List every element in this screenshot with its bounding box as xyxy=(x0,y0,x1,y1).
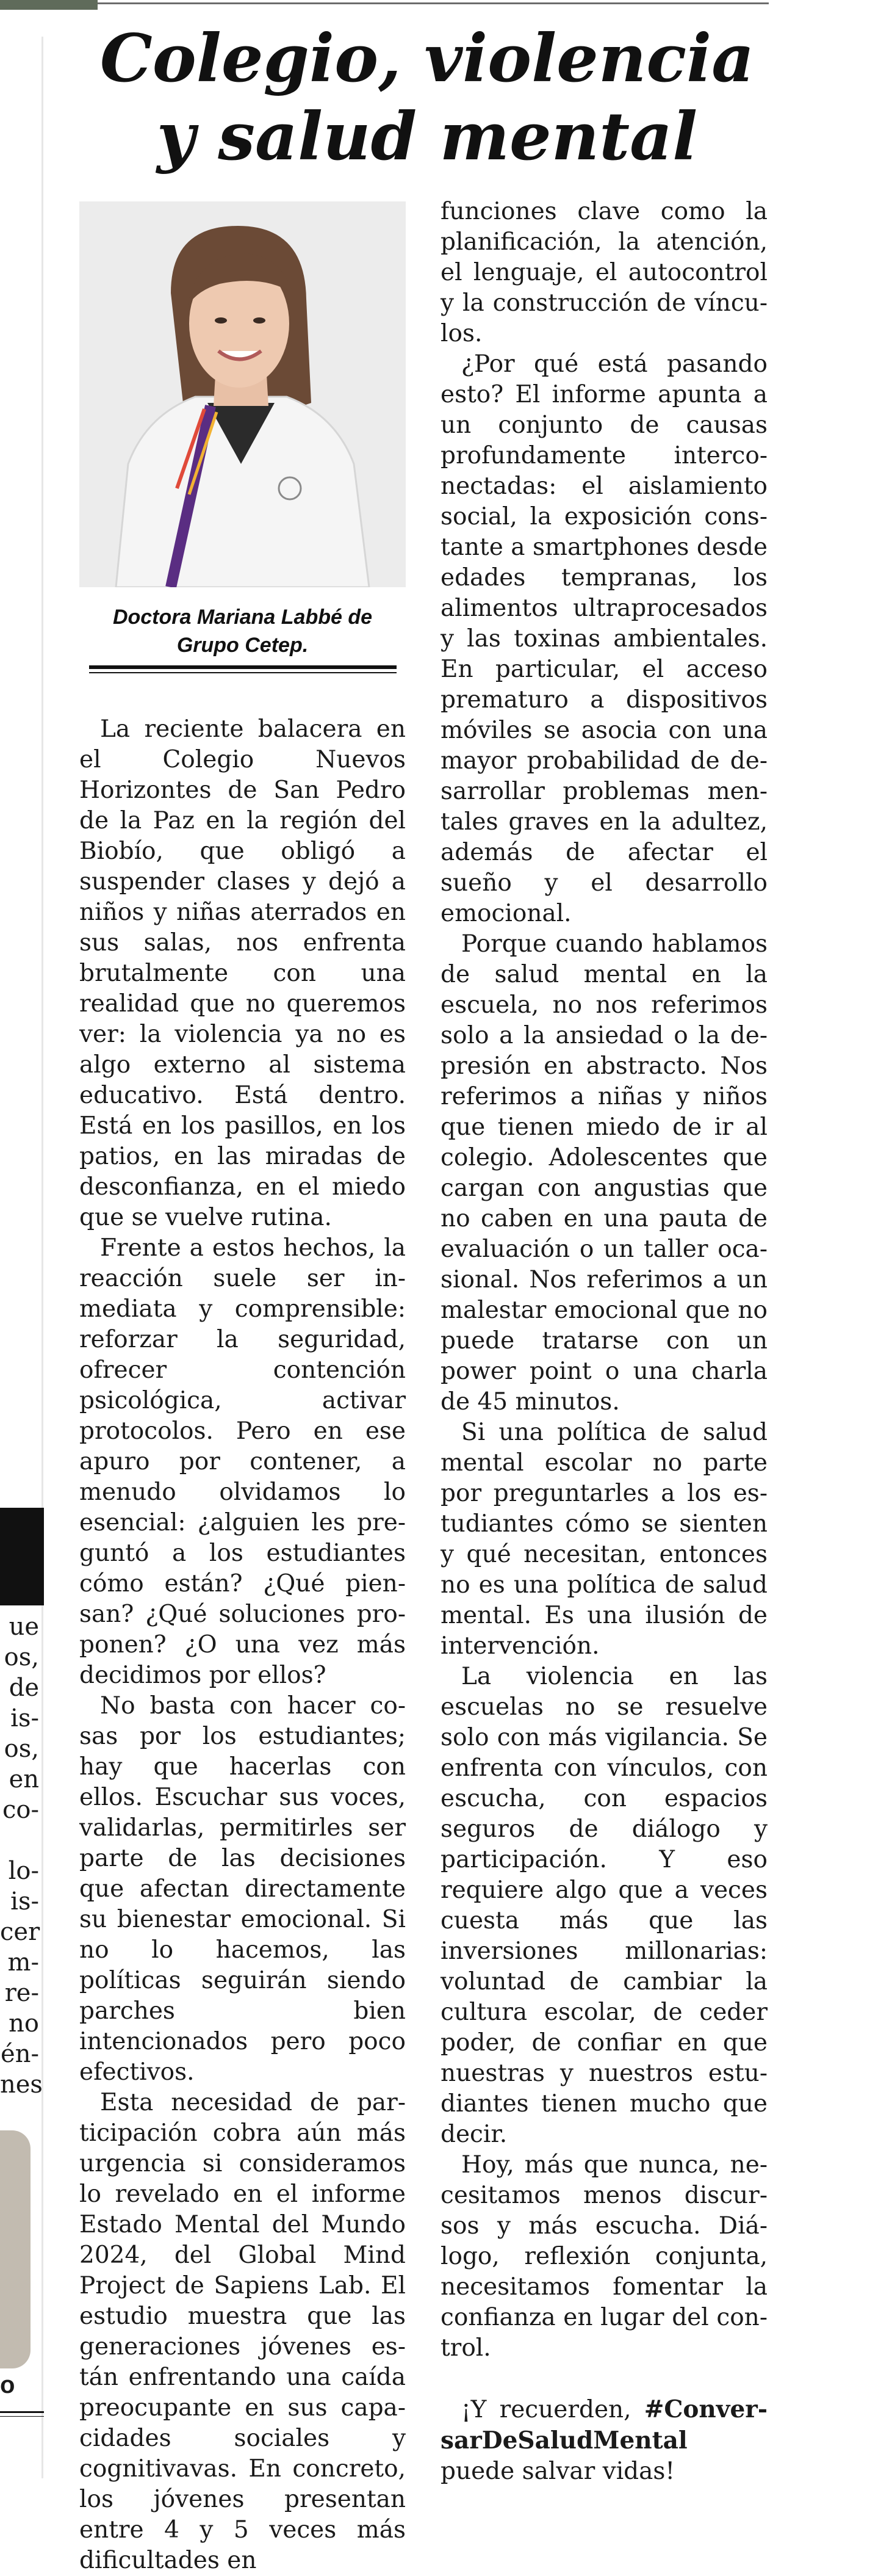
title-line-2: y salud mental xyxy=(156,98,698,175)
fragment-line: en xyxy=(9,1765,39,1793)
closing-prefix: ¡Y recuerden, xyxy=(461,2396,644,2423)
neighbour-black-box xyxy=(0,1508,44,1605)
closing-hashtag: #ConversarDeSaludMental xyxy=(441,2395,768,2455)
neighbour-fragment-letter: o xyxy=(0,2372,15,2398)
paragraph: Frente a estos hechos, la reacción suele ser inmediata y comprensible: reforzar la seguridad, ofrecer contención psicológica, activar protocolos. Pero en ese apuro por contener, a menudo olvidamos lo esencial: ¿alguien les preguntó a los estudiantes cómo están? ¿Qué piensan? ¿Qué soluciones proponen? ¿O una vez más decidimos por ellos? xyxy=(79,1234,406,1689)
paragraph: No basta con hacer cosas por los estudiantes; hay que hacerlas con ellos. Escuchar sus voces, validarlas, permitirles ser parte de las decisiones que afectan directamente su bienestar emocional. Si no lo hacemos, las políticas seguirán siendo parches bien intencionados pero poco efectivos. xyxy=(79,1692,406,2086)
fragment-line: én- xyxy=(1,2040,39,2068)
paragraph: Hoy, más que nunca, necesitamos menos discursos y más escucha. Diálogo, reflexión conjunta, necesitamos fomentar la confianza en lugar del control. xyxy=(441,2151,768,2362)
fragment-line: m- xyxy=(7,1948,39,1977)
caption-rule-thin xyxy=(89,672,397,673)
neighbour-rule-thin xyxy=(0,2416,44,2417)
left-edge-color-bar xyxy=(0,0,98,10)
article-column-right xyxy=(441,197,768,2487)
fragment-line: is- xyxy=(10,1887,39,1916)
fragment-line: is- xyxy=(10,1704,39,1732)
paragraph: Si una política de salud mental escolar no parte por preguntarles a los estudiantes cómo se sienten y qué necesitan, entonces no es una política de salud mental. Es una ilusión de intervención. xyxy=(441,1419,768,1660)
caption-rule xyxy=(89,665,397,669)
top-rule xyxy=(98,2,769,4)
article-column-left xyxy=(79,714,406,2576)
closing-suffix: puede salvar vidas! xyxy=(441,2458,675,2485)
closing-paragraph xyxy=(441,2394,768,2487)
fragment-line: ue xyxy=(9,1613,39,1641)
title-line-1: Colegio, violencia xyxy=(99,20,755,97)
fragment-line: cer xyxy=(0,1918,40,1946)
neighbour-column-fragment xyxy=(0,1612,43,2100)
fragment-line: os, xyxy=(4,1643,39,1671)
paragraph: ¿Por qué está pasando esto? El informe apunta a un conjunto de causas profundamente interconectadas: el aislamiento social, la exposición constante a smartphones desde edades tempranas, los alimentos ultraprocesados y las toxinas ambientales. En particular, el acceso prematuro a dispositivos móviles se asocia con una mayor probabilidad de desarrollar problemas mentales graves en la adultez, además de afectar el sueño y el desarrollo emocional. xyxy=(441,350,768,927)
author-photo xyxy=(79,201,406,587)
fragment-line: re- xyxy=(4,1979,39,2007)
fragment-line: no xyxy=(9,2010,39,2038)
portrait-illustration xyxy=(79,201,406,587)
paragraph: La violencia en las escuelas no se resuelve solo con más vigilancia. Se enfrenta con vínculos, con escucha, con espacios seguros de diálogo y participación. Y eso requiere algo que a veces cuesta más que las inversiones millonarias: voluntad de cambiar la cultura escolar, de ceder poder, de confiar en que nuestras y nuestros estudiantes tienen mucho que decir. xyxy=(441,1663,768,2148)
fragment-line: de xyxy=(9,1674,39,1702)
fragment-line: co- xyxy=(2,1796,39,1824)
column-divider xyxy=(41,37,43,2478)
neighbour-rule xyxy=(0,2411,44,2413)
paragraph-continuation: funciones clave como la planificación, la atención, el lenguaje, el autocontrol y la construcción de vínculos. xyxy=(441,198,768,347)
neighbour-photo-fragment xyxy=(0,2130,31,2368)
article-title xyxy=(85,20,769,176)
fragment-line: lo- xyxy=(8,1857,39,1885)
paragraph: La reciente balacera en el Colegio Nuevos Horizontes de San Pedro de la Paz en la región del Biobío, que obligó a suspender clases y dejó a niños y niñas aterrados en sus salas, nos enfrenta brutalmente con una realidad que no queremos ver: la violencia ya no es algo externo al sistema educativo. Está dentro. Está en los pasillos, en los patios, en las miradas de desconfianza, en el miedo que se vuelve rutina. xyxy=(79,715,406,1231)
fragment-line: os, xyxy=(4,1735,39,1763)
photo-caption: Doctora Mariana Labbé de Grupo Cetep. xyxy=(112,606,373,657)
paragraph: Esta necesidad de participación cobra aún más urgencia si consideramos lo revelado en el informe Estado Mental del Mundo 2024, del Global Mind Project de Sapiens Lab. El estudio muestra que las generaciones jóvenes están enfrentando una caída preocupante en sus capacidades sociales y cognitivavas. En concreto, los jóvenes presentan entre 4 y 5 veces más dificultades en xyxy=(79,2089,406,2574)
fragment-line xyxy=(0,1825,39,1856)
fragment-line: nes xyxy=(0,2071,43,2099)
paragraph: Porque cuando hablamos de salud mental en la escuela, no nos referimos solo a la ansiedad o la depresión en abstracto. Nos referimos a niñas y niños que tienen miedo de ir al colegio. Adolescentes que cargan con angustias que no caben en una pauta de evaluación o un taller ocasional. Nos referimos a un malestar emocional que no puede tratarse con un power point o una charla de 45 minutos. xyxy=(441,930,768,1416)
